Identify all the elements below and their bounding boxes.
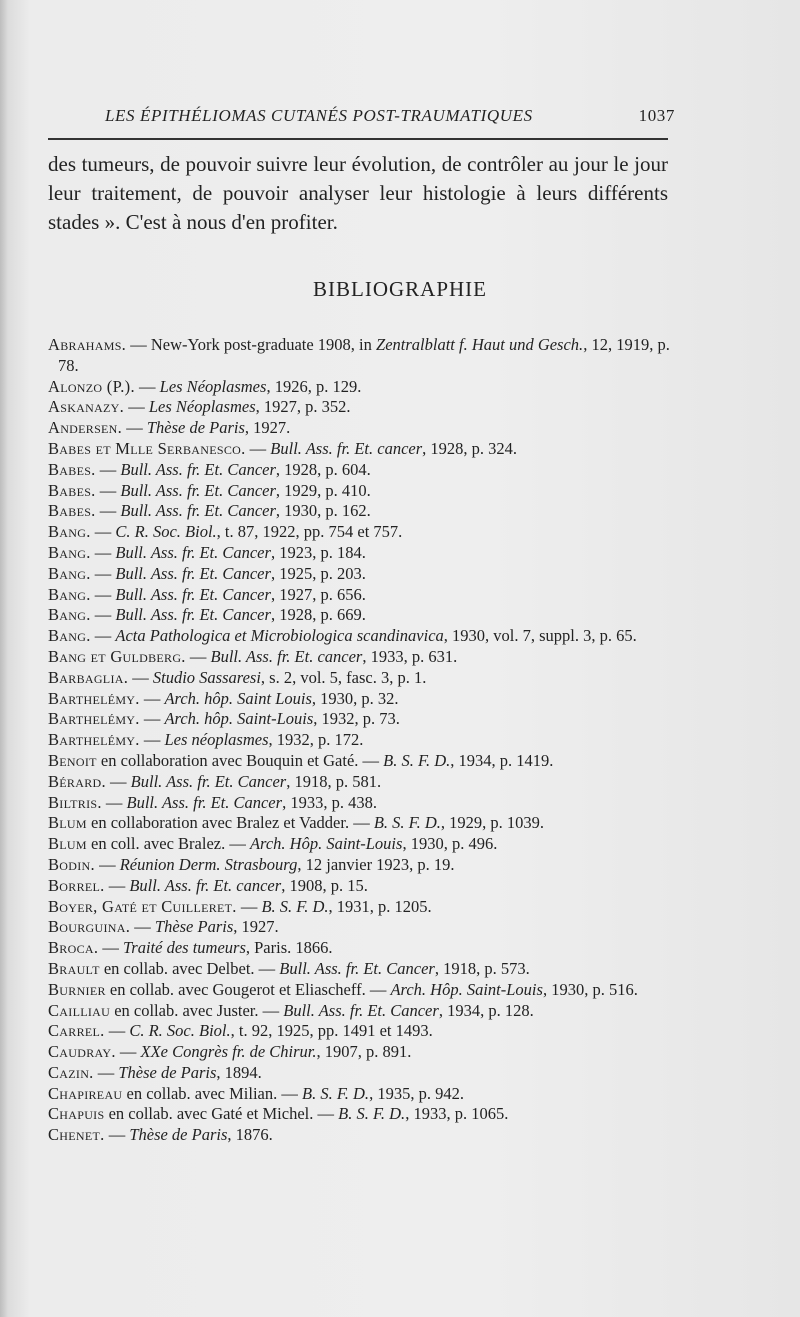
bibliography-entry xyxy=(48,1125,678,1146)
bibliography-entry xyxy=(48,834,678,855)
bibliography-entry xyxy=(48,1001,678,1022)
entry-source: Bull. Ass. fr. Et. Cancer xyxy=(130,771,287,791)
bibliography-entry xyxy=(48,418,678,439)
entry-author: Abrahams. xyxy=(48,335,127,354)
entry-text: en collab. avec Gougerot et Eliascheff. — xyxy=(105,979,391,999)
entry-details: , t. 87, 1922, pp. 754 et 757. xyxy=(216,522,403,542)
entry-text: — xyxy=(98,938,124,958)
bibliography-entry xyxy=(48,522,678,543)
entry-text: — xyxy=(105,771,131,791)
bibliography-entry xyxy=(48,709,678,730)
bibliography-entry xyxy=(48,730,678,751)
entry-details: , 1929, p. 410. xyxy=(275,480,371,500)
entry-source: Studio Sassaresi xyxy=(152,667,261,687)
entry-source: Bull. Ass. fr. Et. Cancer xyxy=(115,563,271,583)
bibliography-entry xyxy=(48,897,678,918)
bibliography-entry xyxy=(48,917,678,938)
entry-author: Biltris. xyxy=(48,792,102,812)
entry-author: Bang. xyxy=(48,542,91,562)
header-rule xyxy=(48,138,668,140)
entry-source: Bull. Ass. fr. Et. cancer xyxy=(210,646,363,666)
entry-details: , 1918, p. 573. xyxy=(434,958,530,978)
entry-source: Bull. Ass. fr. Et. Cancer xyxy=(120,480,276,500)
entry-text: — xyxy=(104,1125,130,1145)
entry-source: C. R. Soc. Biol. xyxy=(129,1021,231,1041)
entry-source: Arch. Hôp. Saint-Louis xyxy=(249,834,403,854)
entry-author: Chenet. xyxy=(48,1125,105,1145)
entry-text: — xyxy=(104,1021,130,1041)
bibliography-entry xyxy=(48,543,678,564)
bibliography-entry xyxy=(48,1084,678,1105)
entry-source: Les néoplasmes xyxy=(164,730,269,750)
entry-source: Zentralblatt f. Haut und Gesch. xyxy=(376,335,584,354)
entry-details: , 1908, p. 15. xyxy=(281,875,368,895)
entry-text: — xyxy=(139,730,165,750)
entry-details: , 12, 1919, p. 78. xyxy=(58,335,670,375)
entry-source: Réunion Derm. Strasbourg xyxy=(119,854,298,874)
entry-author: Caudray. xyxy=(48,1042,116,1062)
entry-details: , 1932, p. 172. xyxy=(268,730,364,750)
entry-author: Babes. xyxy=(48,459,96,479)
entry-source: B. S. F. D. xyxy=(373,813,441,833)
entry-source: B. S. F. D. xyxy=(301,1083,370,1103)
entry-text: — xyxy=(128,667,153,687)
entry-author: Brault xyxy=(48,958,100,978)
bibliography-entry xyxy=(48,938,678,959)
bibliography-entry xyxy=(48,564,678,585)
entry-source: Bull. Ass. fr. Et. Cancer xyxy=(120,459,276,479)
entry-details: , 1935, p. 942. xyxy=(369,1083,464,1103)
entry-source: Arch. hôp. Saint-Louis xyxy=(164,709,314,729)
entry-source: Thèse Paris xyxy=(154,917,234,937)
intro-text: des tumeurs, de pouvoir suivre leur évolution, de contrôler au jour le jour leur traitement, de pouvoir analyser leur histologie à leurs différents stades ». C'est à nous d'en profiter. xyxy=(48,152,668,234)
entry-text: — xyxy=(236,896,262,916)
entry-source: Arch. hôp. Saint Louis xyxy=(164,688,312,708)
page-number: 1037 xyxy=(638,106,675,125)
entry-details: , 1929, p. 1039. xyxy=(440,813,545,833)
entry-author: Askanazy. xyxy=(48,397,125,417)
entry-details: , 1930, p. 516. xyxy=(542,979,638,999)
entry-source: Traité des tumeurs xyxy=(123,938,246,958)
bibliography-entry xyxy=(48,793,678,814)
bibliography-entry xyxy=(48,751,678,772)
bibliography-entry xyxy=(48,397,678,418)
entry-details: , 1928, p. 669. xyxy=(270,605,366,625)
bibliography-entry xyxy=(48,855,678,876)
entry-text: en coll. avec Bralez. — xyxy=(86,834,250,854)
entry-text: — xyxy=(90,542,116,562)
entry-source: Thèse de Paris xyxy=(146,418,245,438)
entry-source: Bull. Ass. fr. Et. Cancer xyxy=(279,958,435,978)
entry-details: , 1927. xyxy=(233,917,279,937)
entry-source: Les Néoplasmes xyxy=(148,397,256,417)
bibliography-entry xyxy=(48,647,678,668)
entry-details: , 1876. xyxy=(227,1125,273,1145)
entry-author: Bang. xyxy=(48,605,91,625)
entry-text: — xyxy=(185,646,211,666)
bibliography-entry xyxy=(48,481,678,502)
entry-author: Blum xyxy=(48,813,87,833)
entry-source: Arch. Hôp. Saint-Louis xyxy=(390,979,543,999)
entry-details: , 1931, p. 1205. xyxy=(328,896,432,916)
entry-details: , 1934, p. 1419. xyxy=(450,750,554,770)
entry-author: Babes. xyxy=(48,480,96,500)
entry-details: , 1934, p. 128. xyxy=(438,1000,534,1020)
entry-author: Babes et Mlle Serbanesco. xyxy=(48,438,246,458)
entry-source: Bull. Ass. fr. Et. Cancer xyxy=(120,501,276,521)
entry-text: — xyxy=(124,397,149,417)
entry-text: — xyxy=(104,875,130,895)
bibliography-entry xyxy=(48,668,678,689)
entry-author: Bang et Guldberg. xyxy=(48,646,186,666)
entry-text: en collab. avec Juster. — xyxy=(110,1000,284,1020)
entry-source: B. S. F. D. xyxy=(338,1104,406,1124)
entry-text: — New-York post-graduate 1908, in xyxy=(126,335,377,354)
entry-details: , 1932, p. 73. xyxy=(313,709,400,729)
entry-source: B. S. F. D. xyxy=(261,896,329,916)
entry-text: — xyxy=(139,688,165,708)
bibliography-entry xyxy=(48,626,678,647)
bibliography-entry xyxy=(48,980,678,1001)
entry-author: Bang. xyxy=(48,563,91,583)
entry-text: — xyxy=(95,459,121,479)
entry-details: , 1926, p. 129. xyxy=(266,376,362,396)
entry-author: Cailliau xyxy=(48,1000,111,1020)
entry-details: , 1907, p. 891. xyxy=(316,1042,412,1062)
entry-text: en collab. avec Milian. — xyxy=(122,1083,302,1103)
entry-author: Chapireau xyxy=(48,1083,123,1103)
entry-details: , 1927. xyxy=(244,418,291,438)
bibliography-entry xyxy=(48,1063,678,1084)
entry-author: Benoit xyxy=(48,750,97,770)
bibliography-entry xyxy=(48,335,678,377)
entry-details: , 1918, p. 581. xyxy=(286,771,382,791)
entry-text: — xyxy=(90,522,116,542)
entry-source: Bull. Ass. fr. Et. cancer xyxy=(270,438,423,458)
entry-text: — xyxy=(130,917,155,937)
entry-author: Bérard. xyxy=(48,771,106,791)
entry-details: , 1927, p. 656. xyxy=(270,584,366,604)
bibliography-entry xyxy=(48,605,678,626)
entry-source: Bull. Ass. fr. Et. Cancer xyxy=(115,584,271,604)
bibliography-entry xyxy=(48,439,678,460)
entry-author: Carrel. xyxy=(48,1021,105,1041)
entry-text: — xyxy=(93,1062,119,1082)
entry-text: — xyxy=(122,418,147,438)
entry-text: en collab. avec Gaté et Michel. — xyxy=(104,1104,339,1124)
entry-text: — xyxy=(90,626,116,646)
entry-author: Barthelémy. xyxy=(48,709,140,729)
entry-text: — xyxy=(101,792,127,812)
entry-source: Bull. Ass. fr. Et. Cancer xyxy=(283,1000,439,1020)
entry-author: Chapuis xyxy=(48,1104,105,1124)
entry-text: — xyxy=(245,438,271,458)
bibliography-entry xyxy=(48,959,678,980)
bibliography-entry xyxy=(48,1021,678,1042)
entry-details: , 1933, p. 1065. xyxy=(405,1104,509,1124)
bibliography-entry xyxy=(48,876,678,897)
entry-details: , 1933, p. 438. xyxy=(282,792,377,812)
bibliography-entry xyxy=(48,585,678,606)
entry-author: Burnier xyxy=(48,979,106,999)
entry-details: , 1930, vol. 7, suppl. 3, p. 65. xyxy=(443,626,637,646)
entry-source: C. R. Soc. Biol. xyxy=(115,522,217,542)
entry-text: — xyxy=(94,854,120,874)
entry-text: — xyxy=(115,1042,141,1062)
entry-text: — xyxy=(95,501,121,521)
entry-details: , 1930, p. 162. xyxy=(275,501,371,521)
intro-paragraph xyxy=(48,150,668,237)
entry-author: Borrel. xyxy=(48,875,105,895)
entry-source: Thèse de Paris xyxy=(118,1062,217,1082)
entry-source: XXe Congrès fr. de Chirur. xyxy=(140,1042,317,1062)
entry-details: , 1925, p. 203. xyxy=(270,563,366,583)
entry-details: , 1930, p. 496. xyxy=(402,834,498,854)
entry-author: Barbaglia. xyxy=(48,667,129,687)
entry-details: , 12 janvier 1923, p. 19. xyxy=(297,854,455,874)
entry-text: — xyxy=(139,709,165,729)
running-title: LES ÉPITHÉLIOMAS CUTANÉS POST-TRAUMATIQUES xyxy=(105,106,533,125)
entry-source: Bull. Ass. fr. Et. cancer xyxy=(129,875,282,895)
bibliography-entry xyxy=(48,1104,678,1125)
entry-text: — xyxy=(95,480,121,500)
entry-author: Blum xyxy=(48,834,87,854)
section-heading: BIBLIOGRAPHIE xyxy=(313,277,487,301)
entry-text: en collab. avec Delbet. — xyxy=(99,958,280,978)
entry-details: , s. 2, vol. 5, fasc. 3, p. 1. xyxy=(260,667,427,687)
entry-author: Cazin. xyxy=(48,1062,94,1082)
running-header xyxy=(105,106,675,132)
entry-text: — xyxy=(90,563,116,583)
bibliography-entry xyxy=(48,813,678,834)
entry-source: Bull. Ass. fr. Et. Cancer xyxy=(115,605,271,625)
entry-author: Bourguina. xyxy=(48,917,131,937)
entry-details: , 1933, p. 631. xyxy=(362,646,458,666)
entry-source: Bull. Ass. fr. Et. Cancer xyxy=(115,542,271,562)
bibliography-entry xyxy=(48,501,678,522)
entry-details: , 1928, p. 604. xyxy=(275,459,371,479)
entry-author: Bang. xyxy=(48,584,91,604)
entry-author: Barthelémy. xyxy=(48,730,140,750)
bibliography-entry xyxy=(48,689,678,710)
entry-source: Acta Pathologica et Microbiologica scandinavica xyxy=(115,626,444,646)
entry-author: Bodin. xyxy=(48,854,95,874)
entry-author: Babes. xyxy=(48,501,96,521)
bibliography-entry xyxy=(48,1042,678,1063)
entry-details: , 1927, p. 352. xyxy=(255,397,351,417)
entry-text: — xyxy=(90,605,116,625)
entry-author: Boyer, Gaté et Cuilleret. xyxy=(48,896,237,916)
entry-author: Bang. xyxy=(48,522,91,542)
entry-text: en collaboration avec Bralez et Vadder. — xyxy=(86,813,374,833)
entry-author: Andersen. xyxy=(48,418,123,438)
entry-source: Bull. Ass. fr. Et. Cancer xyxy=(126,792,283,812)
entry-details: , Paris. 1866. xyxy=(245,938,333,958)
bibliography-entry xyxy=(48,377,678,398)
entry-details: , 1923, p. 184. xyxy=(270,542,366,562)
entry-details: , 1928, p. 324. xyxy=(422,438,518,458)
entry-source: Les Néoplasmes xyxy=(159,376,267,396)
entry-text: — xyxy=(90,584,116,604)
entry-source: B. S. F. D. xyxy=(383,750,451,770)
bibliography-list xyxy=(48,335,678,1146)
bibliography-entry xyxy=(48,460,678,481)
entry-text: — xyxy=(134,376,160,396)
entry-author: Bang. xyxy=(48,626,91,646)
entry-details: , 1894. xyxy=(216,1062,262,1082)
entry-details: , t. 92, 1925, pp. 1491 et 1493. xyxy=(230,1021,433,1041)
entry-details: , 1930, p. 32. xyxy=(311,688,399,708)
entry-author: Broca. xyxy=(48,938,99,958)
bibliography-entry xyxy=(48,772,678,793)
entry-source: Thèse de Paris xyxy=(129,1125,228,1145)
entry-author: Alonzo (P.). xyxy=(48,376,135,396)
entry-author: Barthelémy. xyxy=(48,688,140,708)
entry-text: en collaboration avec Bouquin et Gaté. — xyxy=(96,750,384,770)
